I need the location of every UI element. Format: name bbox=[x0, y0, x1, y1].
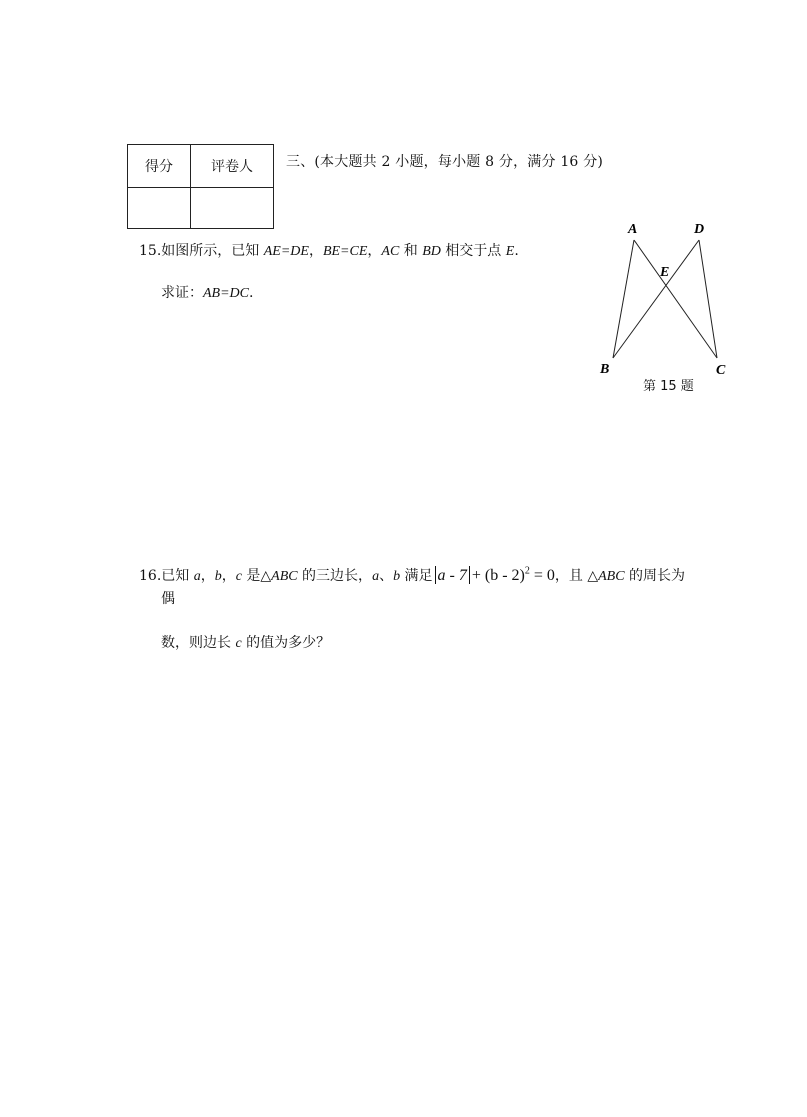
score-header-cell: 得分 bbox=[128, 145, 191, 188]
grader-input-cell[interactable] bbox=[191, 188, 274, 229]
label-d: D bbox=[694, 222, 705, 237]
equation-square-term: + (b - 2) bbox=[471, 567, 525, 584]
abs-bar-right bbox=[469, 566, 470, 584]
equation bbox=[433, 567, 555, 584]
separator: 、 bbox=[379, 568, 394, 584]
triangle-abc: ABC bbox=[598, 569, 625, 584]
score-input-cell[interactable] bbox=[128, 188, 191, 229]
triangle-abc: ABC bbox=[271, 569, 298, 584]
variable-a: a bbox=[372, 569, 380, 584]
label-e: E bbox=[660, 265, 670, 280]
separator: ， bbox=[200, 568, 215, 584]
question-16-text: 是△ bbox=[241, 568, 272, 584]
question-15 bbox=[139, 240, 519, 260]
period: . bbox=[514, 243, 519, 259]
section-heading: 三、(本大题共 2 小题，每小题 8 分，满分 16 分) bbox=[286, 154, 604, 170]
question-16-number: 16. bbox=[139, 568, 162, 584]
question-16-text: 的值为多少？ bbox=[241, 635, 331, 651]
separator: ， bbox=[308, 243, 323, 259]
segment-dc-line bbox=[699, 240, 717, 358]
variable-c: c bbox=[235, 636, 242, 651]
segment-ab-line bbox=[613, 240, 634, 358]
segment-ac-line bbox=[634, 240, 717, 358]
question-16-text: 满足 bbox=[400, 568, 433, 584]
question-16-text: 数，则边长 bbox=[161, 635, 236, 651]
question-15-prove bbox=[161, 282, 253, 302]
separator: ， bbox=[367, 243, 382, 259]
separator: ， bbox=[221, 568, 236, 584]
equation-rhs: = 0 bbox=[529, 567, 555, 584]
question-15-number: 15. bbox=[139, 243, 162, 259]
label-a: A bbox=[628, 222, 638, 237]
question-16-text: 已知 bbox=[161, 568, 194, 584]
segment-bd: BD bbox=[422, 244, 441, 259]
prove-label: 求证： bbox=[161, 285, 203, 301]
grader-header-cell: 评卷人 bbox=[191, 145, 274, 188]
point-e: E bbox=[505, 244, 515, 259]
score-table bbox=[127, 144, 274, 229]
and-text: 和 bbox=[399, 243, 423, 259]
condition-ae-de: AE=DE bbox=[263, 244, 309, 259]
variable-c: c bbox=[235, 569, 242, 584]
label-c: C bbox=[716, 363, 726, 378]
period: . bbox=[249, 285, 254, 301]
question-16-line3 bbox=[161, 632, 330, 652]
segment-ac: AC bbox=[381, 244, 400, 259]
condition-be-ce: BE=CE bbox=[322, 244, 368, 259]
equation-exponent: 2 bbox=[524, 565, 530, 577]
label-b: B bbox=[600, 362, 610, 377]
variable-b: b bbox=[393, 569, 401, 584]
question-16-text: ，且 △ bbox=[554, 568, 599, 584]
abs-bar-left bbox=[435, 566, 436, 584]
question-16-line2: 偶 bbox=[161, 591, 175, 607]
question-15-suffix: 相交于点 bbox=[440, 243, 506, 259]
variable-b: b bbox=[214, 569, 222, 584]
question-16-text: 的三边长， bbox=[297, 568, 373, 584]
question-16-text: 的周长为 bbox=[624, 568, 686, 584]
question-16 bbox=[139, 565, 685, 585]
prove-statement: AB=DC bbox=[203, 286, 249, 301]
equation-abs-term: a - 7 bbox=[437, 567, 467, 584]
geometry-figure bbox=[590, 215, 740, 380]
segment-bd-line bbox=[613, 240, 699, 358]
question-15-prefix: 如图所示，已知 bbox=[161, 243, 264, 259]
variable-a: a bbox=[193, 569, 201, 584]
figure-caption: 第 15 题 bbox=[643, 379, 694, 394]
